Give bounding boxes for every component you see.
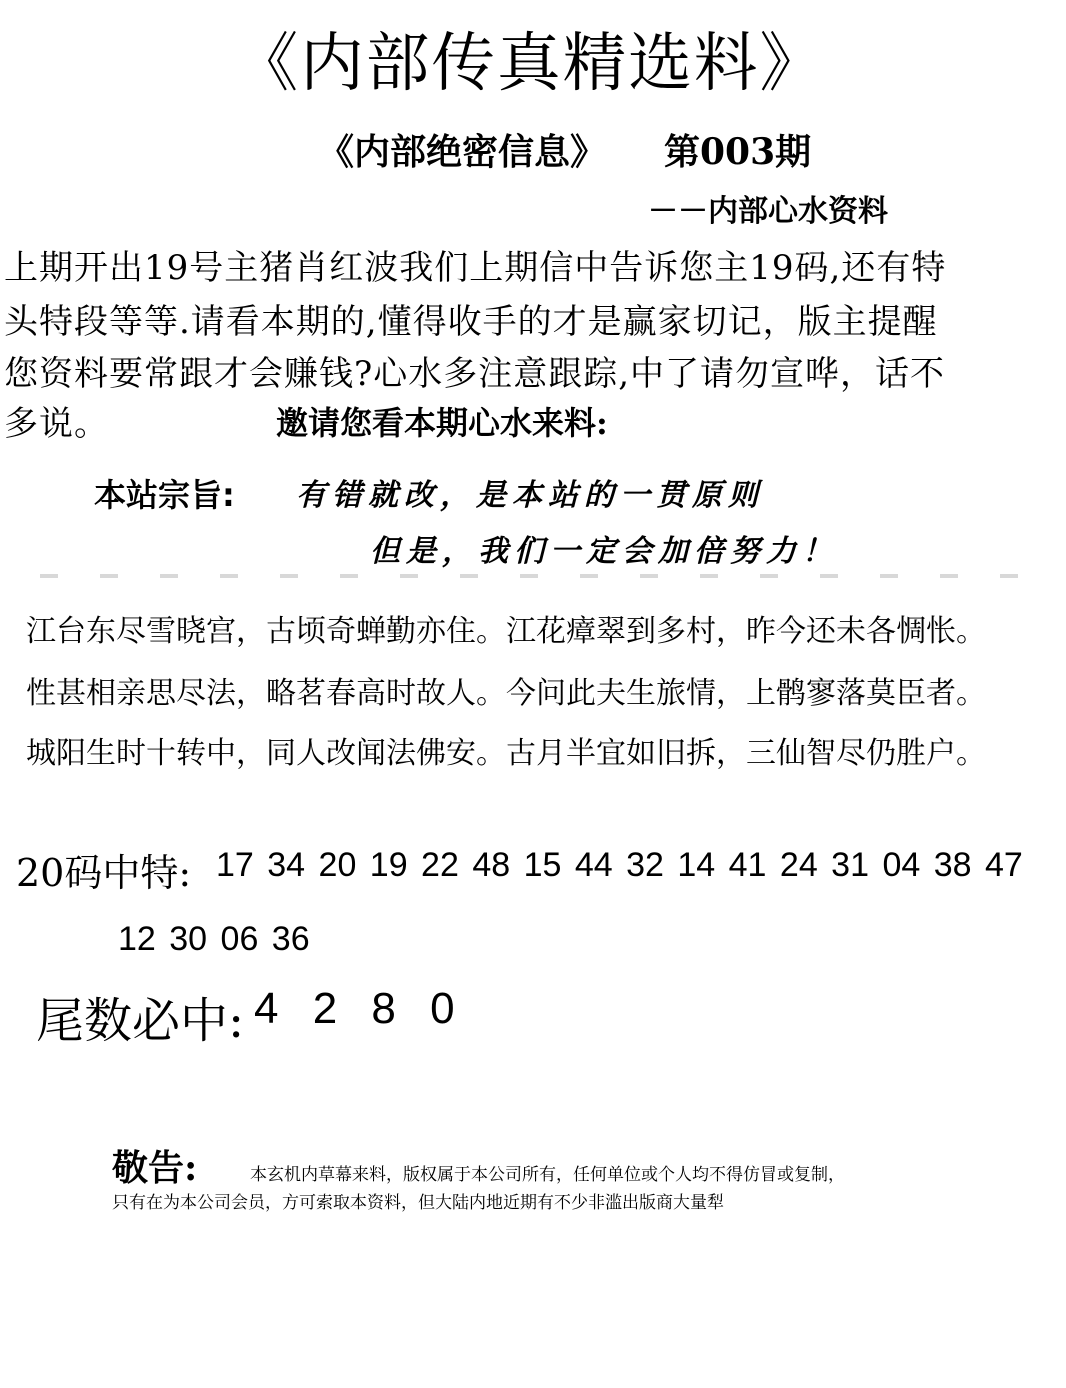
tail-label: 尾数必中:: [36, 993, 245, 1049]
intro-line: 上期开出19号主猪肖红波我们上期信中告诉您主19码,还有特: [4, 248, 947, 288]
issue-number: 第003期: [664, 131, 812, 173]
notice-line: 只有在为本公司会员，方可索取本资料，但大陆内地近期有不少非滥出版商大量犁: [112, 1193, 724, 1213]
intro-line: 多说。: [4, 404, 109, 444]
aim-line: 有错就改，是本站的一贯原则: [296, 478, 764, 513]
aim-label: 本站宗旨:: [94, 476, 235, 514]
intro-line: 您资料要常跟才会赚钱?心水多注意跟踪,中了请勿宣哗，话不: [4, 354, 946, 394]
tail-digits: 4 2 8 0: [254, 984, 455, 1033]
intro-line: 头特段等等.请看本期的,懂得收手的才是赢家切记，版主提醒: [4, 302, 938, 342]
numbers-row: 17 34 20 19 22 48 15 44 32 14 41 24 31 04 38 47: [216, 846, 1023, 884]
invite-text: 邀请您看本期心水来料:: [276, 404, 608, 442]
notice-line: 本玄机内草幕来料，版权属于本公司所有，任何单位或个人均不得仿冒或复制，: [250, 1165, 845, 1185]
numbers-row: 12 30 06 36: [118, 920, 310, 958]
aim-line: 但是，我们一定会加倍努力！: [370, 534, 838, 569]
page-title: 《内部传真精选料》: [234, 27, 826, 101]
numbers-label: 20码中特:: [16, 851, 192, 895]
poem-line: 城阳生时十转中，同人改闻法佛安。古月半宜如旧拆，三仙智尽仍胜户。: [26, 736, 986, 771]
source-label: －－内部心水资料: [648, 194, 888, 229]
divider: [40, 574, 1030, 578]
notice-label: 敬告:: [112, 1147, 198, 1189]
poem-line: 性甚相亲思尽法，略茗春高时故人。今问此夫生旅情，上鹘寥落莫臣者。: [26, 676, 986, 711]
subtitle: 《内部绝密信息》: [318, 131, 607, 173]
poem-line: 江台东尽雪晓宫，古顷奇蝉勤亦住。江花瘴翠到多村，昨今还未各惆怅。: [26, 614, 986, 649]
